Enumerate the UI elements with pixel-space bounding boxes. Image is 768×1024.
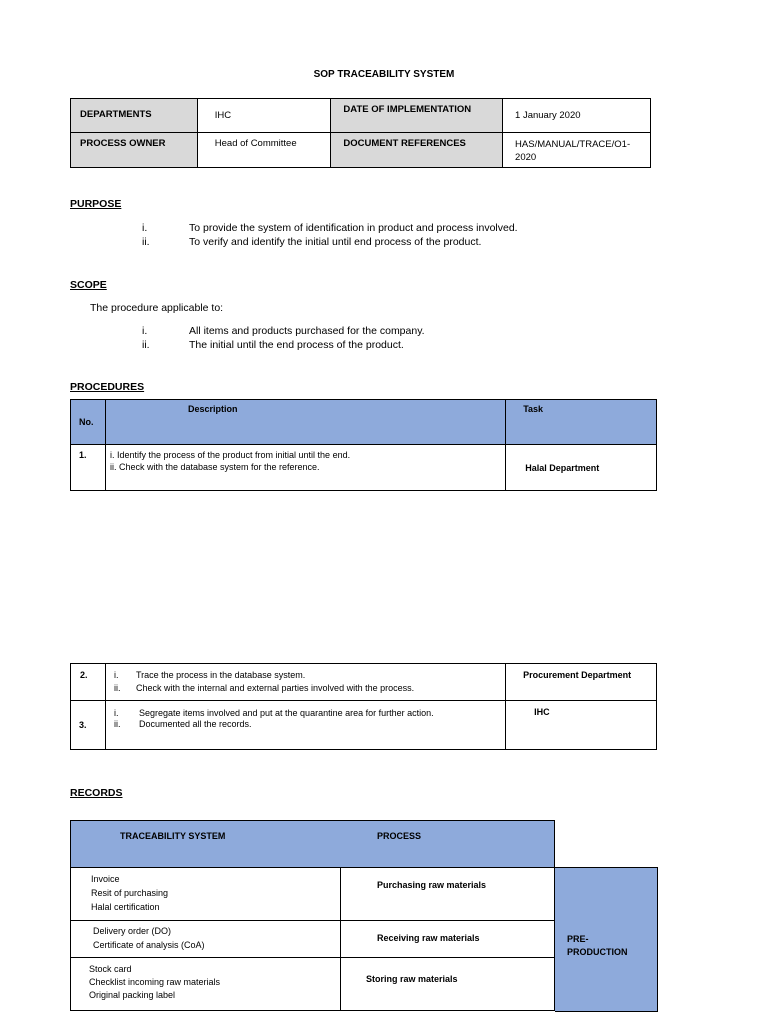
doc-ref-label-cell [331,133,503,168]
records-row-system [70,958,341,1011]
procedure-item-text: Check with the internal and external parties involved with the process. [135,683,415,693]
record-process: Receiving raw materials [377,933,480,943]
records-col-system [70,820,341,868]
procedure-row [71,664,657,701]
date-implementation-label: DATE OF IMPLEMENTATION [343,104,472,115]
stage-label-line1: PRE- [567,934,589,944]
document-references-value-line1: HAS/MANUAL/TRACE/O1- [515,139,631,150]
purpose-item-1-text: To provide the system of identification in product and process involved. [189,222,518,234]
stage-label-line2: PRODUCTION [567,947,628,957]
scope-item-1-number: i. [142,325,148,337]
records-col-system-label: TRACEABILITY SYSTEM [120,831,226,841]
record-document: Delivery order (DO) [93,926,172,936]
records-row-system [70,921,341,958]
doc-ref-value-cell [503,133,651,168]
record-document: Halal certification [91,902,160,912]
purpose-item-2-text: To verify and identify the initial until end process of the product. [189,236,482,248]
procedure-description-line: ii. Check with the database system for the reference. [109,462,320,472]
record-document: Resit of purchasing [91,888,169,898]
departments-label: DEPARTMENTS [80,109,152,120]
procedure-task-cell [506,445,657,491]
departments-value-cell [197,99,331,133]
procedure-description-cell [105,701,505,750]
col-task-label: Task [523,404,544,414]
col-no-label: No. [79,417,94,427]
procedure-task-cell [506,701,657,750]
procedure-row [71,445,657,491]
procedure-number: 3. [79,720,87,730]
procedure-number: 1. [79,450,87,460]
scope-item-1-text: All items and products purchased for the company. [189,325,425,337]
procedure-item-text: Segregate items involved and put at the quarantine area for further action. [138,708,434,718]
process-owner-value: Head of Committee [214,138,297,149]
records-heading: RECORDS [70,787,123,799]
procedure-task: Halal Department [525,462,600,473]
record-document: Invoice [91,874,120,884]
records-row-process [340,867,555,921]
departments-label-cell [71,99,198,133]
procedure-item-text: Trace the process in the database system. [135,670,306,680]
procedures-col-no [71,400,106,445]
document-info-table [70,98,651,168]
purpose-heading: PURPOSE [70,198,122,210]
purpose-item-1-number: i. [142,222,148,234]
procedure-item-number: ii. [113,683,121,693]
document-title: SOP TRACEABILITY SYSTEM [313,69,455,80]
procedure-item-number: ii. [113,719,121,729]
records-row-process [340,921,555,958]
departments-value: IHC [214,110,232,121]
procedure-description-cell [105,445,505,491]
procedure-description-line: i. Identify the process of the product from initial until the end. [109,450,351,460]
record-document: Certificate of analysis (CoA) [93,940,205,950]
procedure-item-text: Documented all the records. [138,719,252,729]
scope-item-2-number: ii. [142,339,150,351]
date-implementation-value: 1 January 2020 [515,110,581,121]
purpose-item-2-number: ii. [142,236,150,248]
record-document: Original packing label [89,990,176,1000]
procedures-col-description [105,400,505,445]
procedures-heading: PROCEDURES [70,381,145,393]
procedures-table [70,399,657,491]
procedure-task: Procurement Department [523,670,632,680]
scope-item-2-text: The initial until the end process of the product. [189,339,404,351]
record-document: Stock card [89,964,132,974]
date-value-cell [503,99,651,133]
date-label-cell [331,99,503,133]
procedure-item-number: i. [113,670,119,680]
procedure-row [71,701,657,750]
process-owner-label: PROCESS OWNER [80,138,166,149]
procedure-item-number: i. [113,708,119,718]
scope-heading: SCOPE [70,279,107,291]
procedures-col-task [506,400,657,445]
owner-value-cell [197,133,331,168]
procedures-table-continued [70,663,657,750]
procedure-no-cell [71,664,106,701]
col-description-label: Description [187,404,238,414]
records-stage-cell [555,867,658,1012]
records-row-process [340,958,555,1011]
record-document: Checklist incoming raw materials [89,977,221,987]
record-process: Storing raw materials [366,974,458,984]
scope-intro: The procedure applicable to: [90,302,224,314]
owner-label-cell [71,133,198,168]
procedure-task: IHC [534,707,550,717]
record-process: Purchasing raw materials [377,880,487,890]
procedure-task-cell [506,664,657,701]
procedure-no-cell [71,701,106,750]
procedure-no-cell [71,445,106,491]
records-col-process [340,820,555,868]
document-references-label: DOCUMENT REFERENCES [343,138,466,149]
document-references-value-line2: 2020 [515,152,537,163]
records-row-system [70,867,341,921]
records-col-process-label: PROCESS [377,831,422,841]
procedure-number: 2. [80,670,88,680]
procedure-description-cell [105,664,505,701]
